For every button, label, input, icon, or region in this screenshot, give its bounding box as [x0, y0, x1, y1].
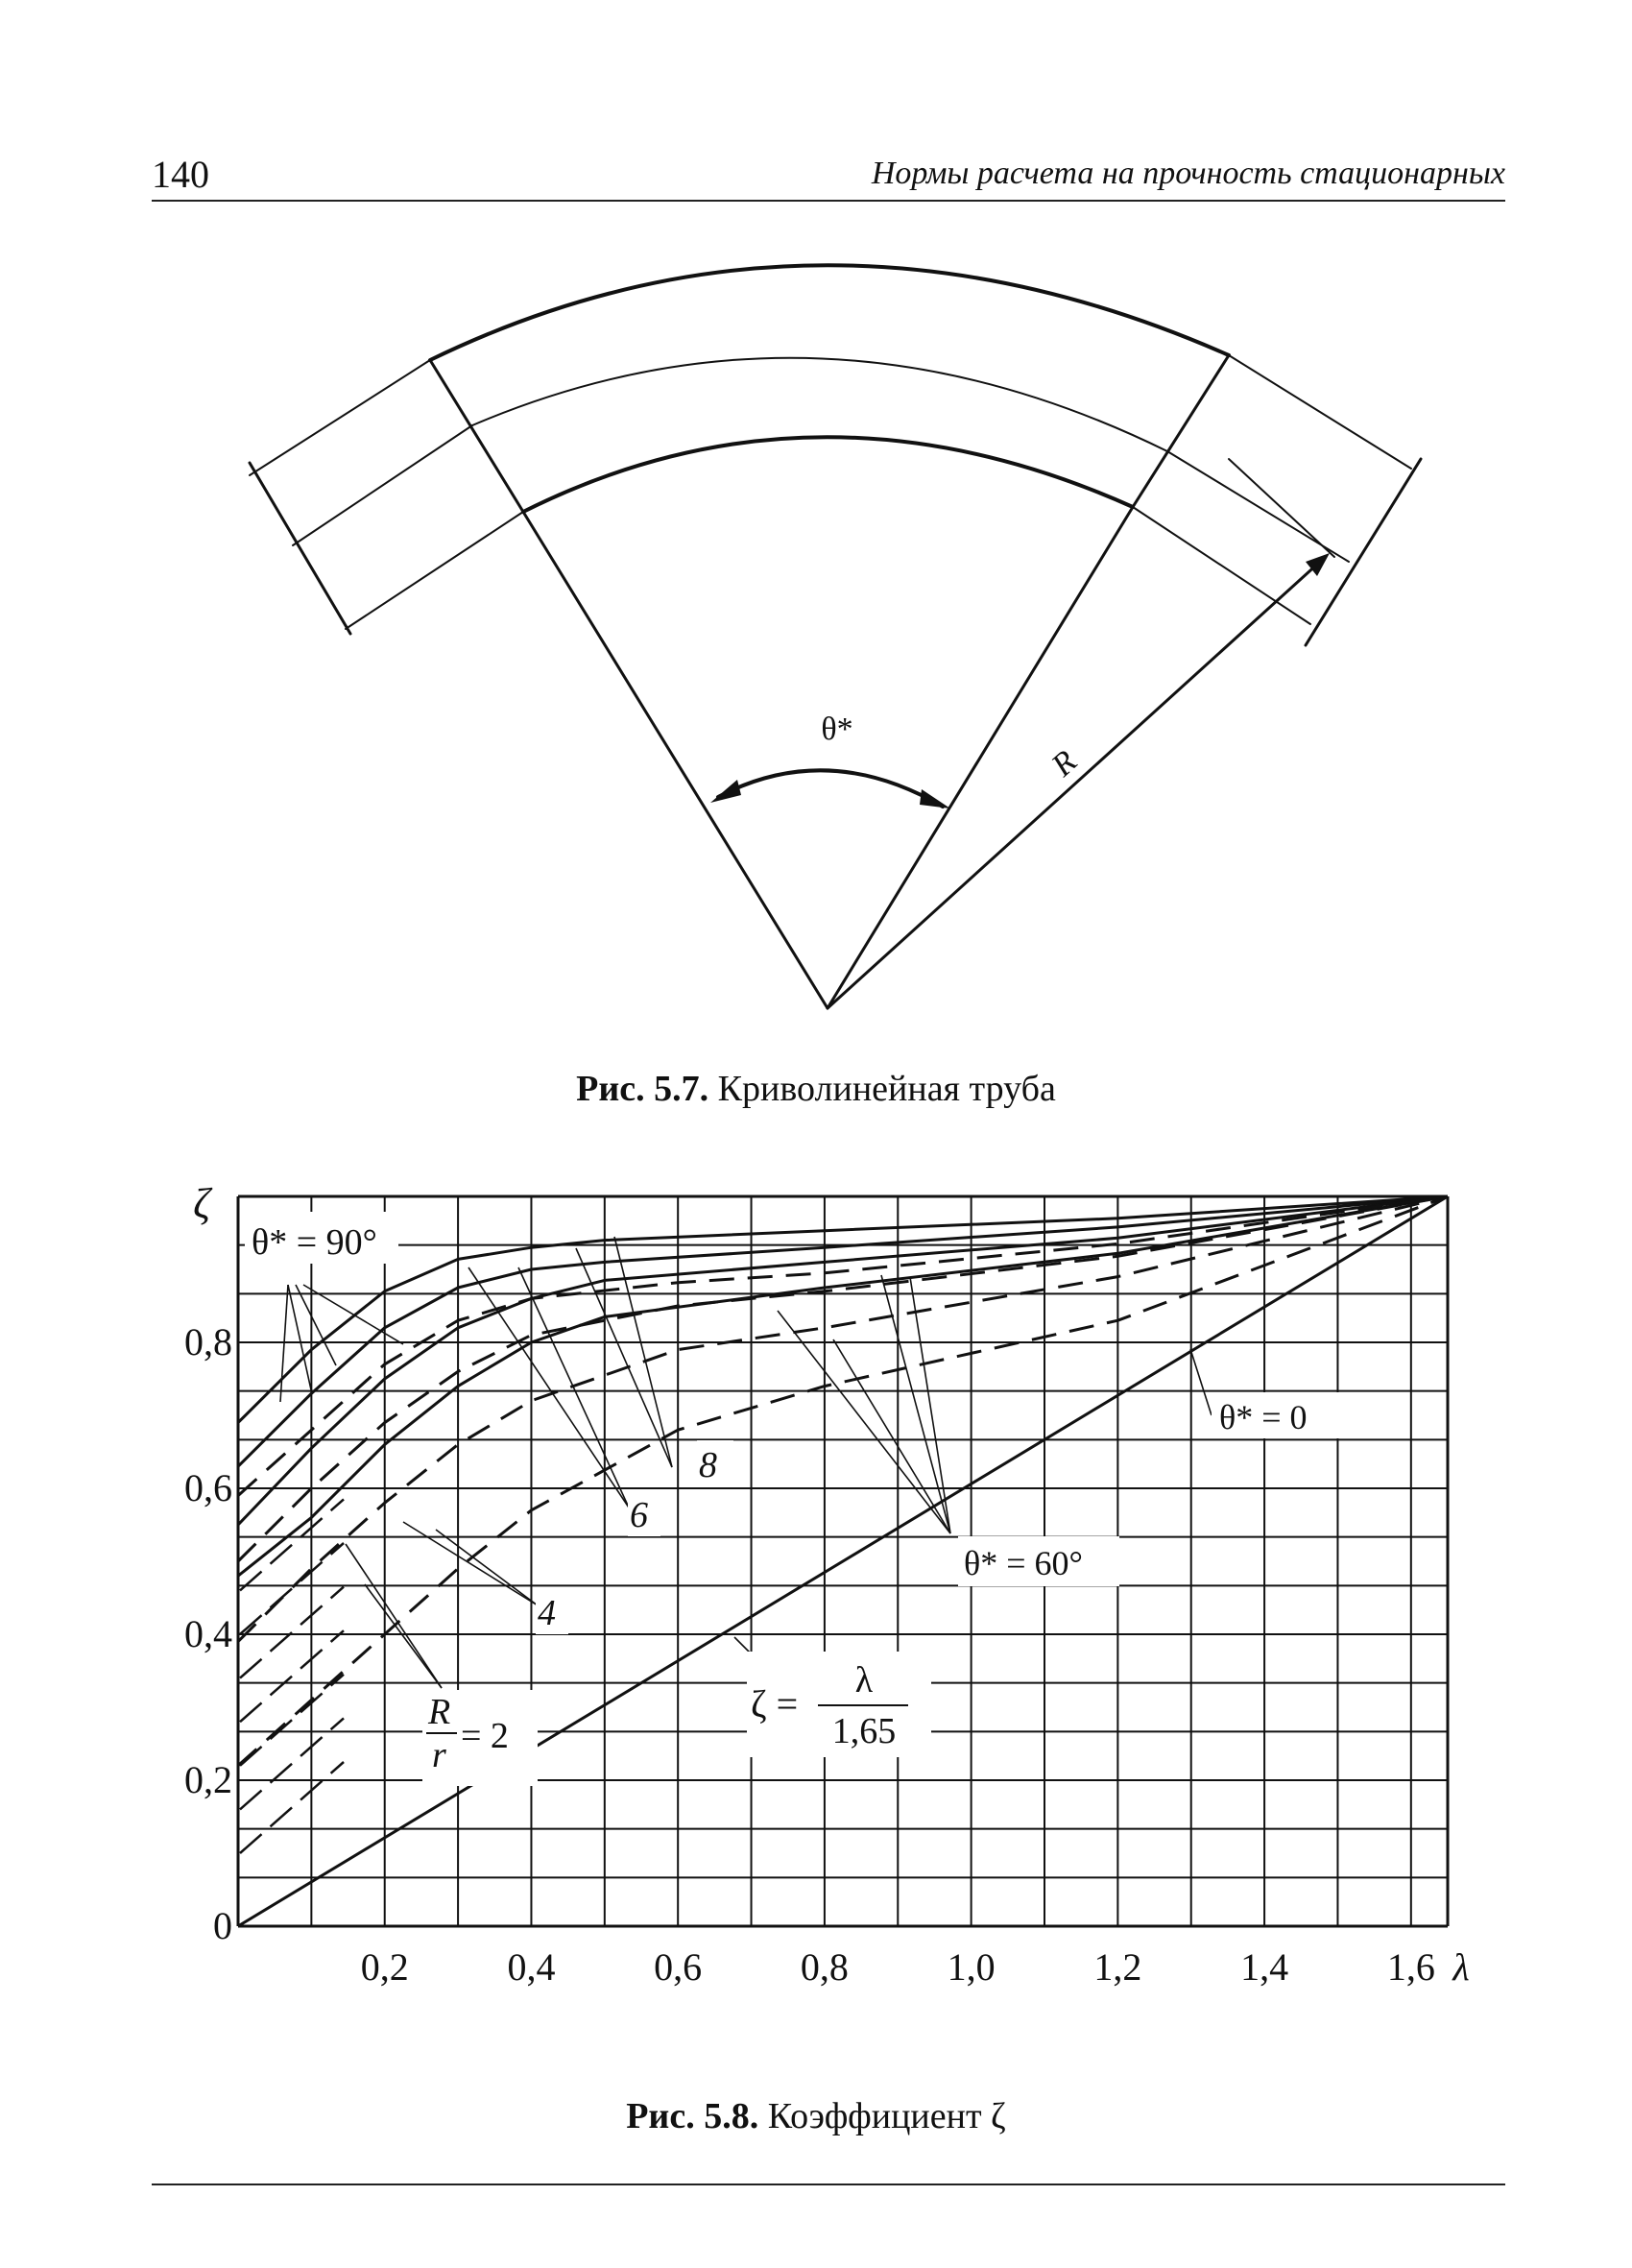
- label-ratio-6: 6: [630, 1495, 648, 1535]
- x-tick-label: 0,2: [360, 1945, 409, 1989]
- label-ratio-8: 8: [699, 1445, 717, 1485]
- y-tick-label: 0,2: [184, 1758, 232, 1801]
- hatch-line: [240, 1675, 344, 1766]
- annotation-theta-60: θ* = 60°: [964, 1544, 1083, 1582]
- formula-denominator: 1,65: [831, 1711, 897, 1751]
- footer-rule: [152, 2184, 1505, 2185]
- label-ratio-eq: = 2: [461, 1716, 509, 1756]
- hatch-line: [240, 1587, 344, 1678]
- y-tick-label: 0: [213, 1904, 232, 1947]
- page-number: 140: [152, 153, 209, 196]
- x-tick-label: 1,4: [1240, 1945, 1289, 1989]
- y-tick-label: 0,4: [184, 1612, 232, 1655]
- series-line: [238, 1196, 1448, 1576]
- annotation-theta-90: θ* = 90°: [252, 1222, 377, 1263]
- label-ratio-r: r: [432, 1735, 446, 1775]
- x-tick-label: 1,0: [947, 1945, 996, 1989]
- hatch-line: [240, 1630, 344, 1722]
- annotation-theta-0: θ* = 0: [1219, 1398, 1308, 1436]
- x-tick-label: 1,6: [1386, 1945, 1435, 1989]
- running-title: Нормы расчета на прочность стационарных: [871, 156, 1505, 191]
- hatch-line: [240, 1762, 344, 1853]
- y-tick-label: 0,8: [184, 1320, 232, 1363]
- figure-caption-label: Рис. 5.8.: [626, 2096, 759, 2136]
- series-line: [238, 1196, 1448, 1561]
- formula-numerator: λ: [854, 1660, 874, 1701]
- figure-caption-text: Криволинейная труба: [717, 1069, 1056, 1109]
- x-tick-label: 0,4: [507, 1945, 556, 1989]
- series-line: [238, 1196, 1448, 1926]
- x-tick-label: 0,6: [654, 1945, 703, 1989]
- figure-caption-label: Рис. 5.7.: [576, 1069, 709, 1109]
- x-tick-label: 0,8: [800, 1945, 849, 1989]
- x-tick-label: 1,2: [1093, 1945, 1142, 1989]
- x-axis-label: λ: [1452, 1945, 1470, 1989]
- radius-label: R: [1044, 743, 1084, 784]
- formula-lhs: ζ =: [751, 1682, 799, 1725]
- y-axis-label: ζ: [193, 1180, 210, 1227]
- y-tick-label: 0,6: [184, 1466, 232, 1509]
- chart-curves: [238, 1196, 1448, 1926]
- label-ratio-4: 4: [538, 1593, 556, 1633]
- angle-label: θ*: [821, 712, 853, 747]
- figure-caption-5-8: [0, 2095, 1632, 2137]
- label-ratio-R: R: [428, 1692, 451, 1732]
- figure-caption-text: Коэффициент ζ: [767, 2096, 1006, 2136]
- hatch-line: [240, 1543, 344, 1634]
